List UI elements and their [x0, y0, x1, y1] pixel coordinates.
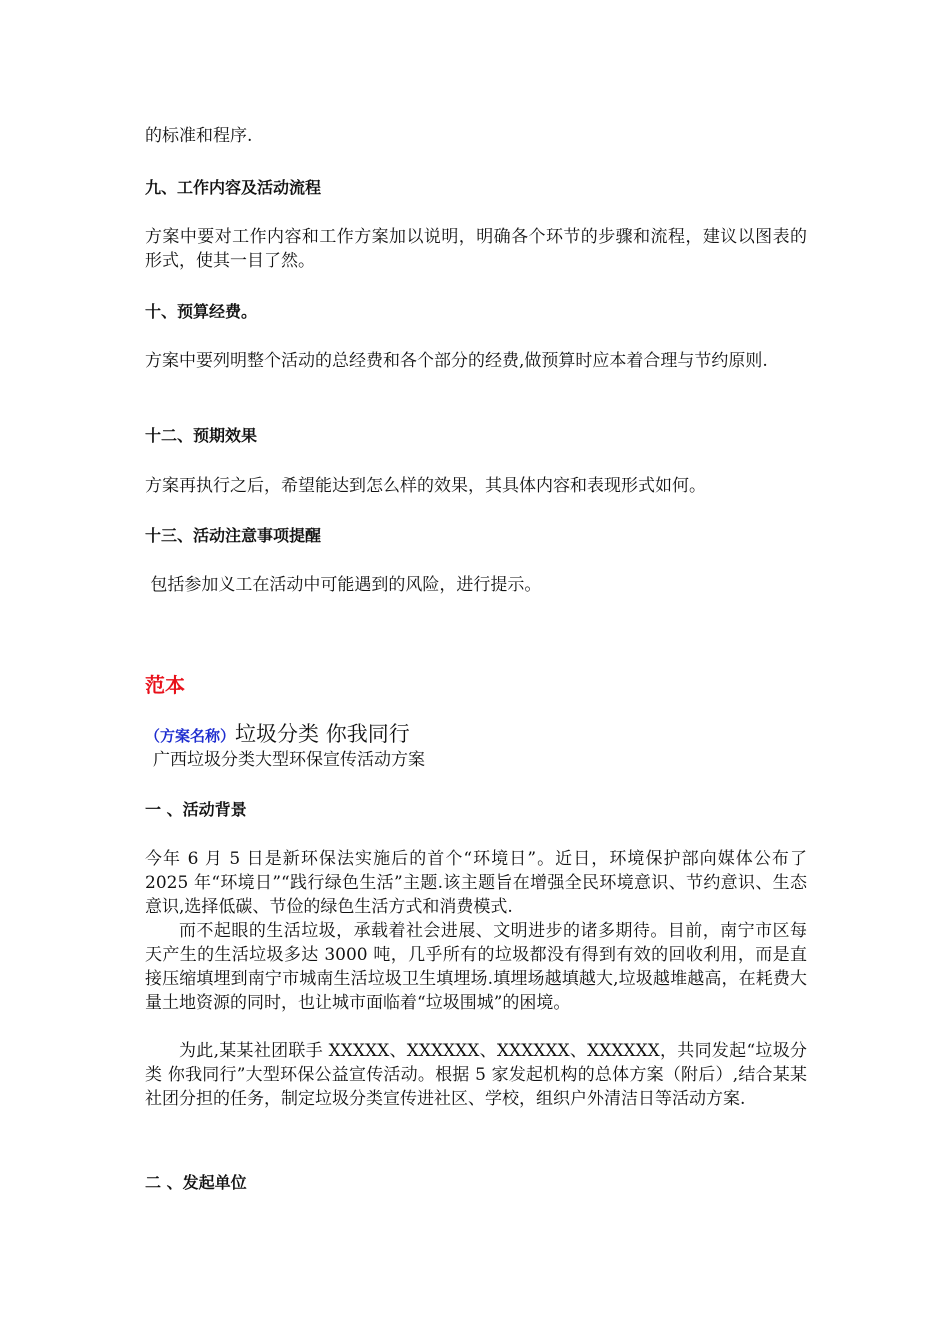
heading-section-9: 九、工作内容及活动流程	[145, 178, 322, 197]
plan-title-row	[145, 718, 410, 748]
paragraph-section-12: 方案再执行之后，希望能达到怎么样的效果，其具体内容和表现形式如何。	[145, 476, 706, 496]
heading-initiating-units: 二 、发起单位	[145, 1173, 247, 1192]
heading-section-10: 十、预算经费。	[145, 302, 258, 321]
plan-subtitle: 广西垃圾分类大型环保宣传活动方案	[153, 750, 425, 770]
paragraph-background-1: 今年 6 月 5 日是新环保法实施后的首个“环境日”。近日，环境保护部向媒体公布了 2025 年“环境日”“践行绿色生活”主题.该主题旨在增强全民环境意识、节约意识、生态意识,选择低碳、节俭的绿色生活方式和消费模式.	[145, 849, 807, 917]
plan-title: 垃圾分类 你我同行	[235, 722, 410, 746]
paragraph-background-3: 为此,某某社团联手 XXXXX、XXXXXX、XXXXXX、XXXXXX，共同发起“垃圾分类 你我同行”大型环保公益宣传活动。根据 5 家发起机构的总体方案（附后）,结合某某社团分担的任务，制定垃圾分类宣传进社区、学校，组织户外清洁日等活动方案.	[145, 1041, 807, 1109]
paragraph-section-13: 包括参加义工在活动中可能遇到的风险，进行提示。	[145, 575, 542, 595]
plan-name-label: （方案名称）	[145, 727, 236, 745]
heading-section-13: 十三、活动注意事项提醒	[145, 526, 322, 545]
paragraph-section-10: 方案中要列明整个活动的总经费和各个部分的经费,做预算时应本着合理与节约原则.	[145, 351, 768, 371]
paragraph-background-2: 而不起眼的生活垃圾，承载着社会进展、文明进步的诸多期待。目前，南宁市区每天产生的生活垃圾多达 3000 吨，几乎所有的垃圾都没有得到有效的回收利用，而是直接压缩填埋到南宁市城南生活垃圾卫生填埋场.填埋场越填越大,垃圾越堆越高，在耗费大量土地资源的同时，也让城市面临着“垃圾围城”的困境。	[145, 921, 807, 1013]
sample-label: 范本	[145, 673, 185, 697]
paragraph-section-9: 方案中要对工作内容和工作方案加以说明，明确各个环节的步骤和流程，建议以图表的形式，使其一目了然。	[145, 227, 807, 271]
heading-section-12: 十二、预期效果	[145, 426, 258, 445]
paragraph-standards-tail: 的标准和程序.	[145, 126, 253, 146]
heading-activity-background: 一 、活动背景	[145, 800, 247, 819]
